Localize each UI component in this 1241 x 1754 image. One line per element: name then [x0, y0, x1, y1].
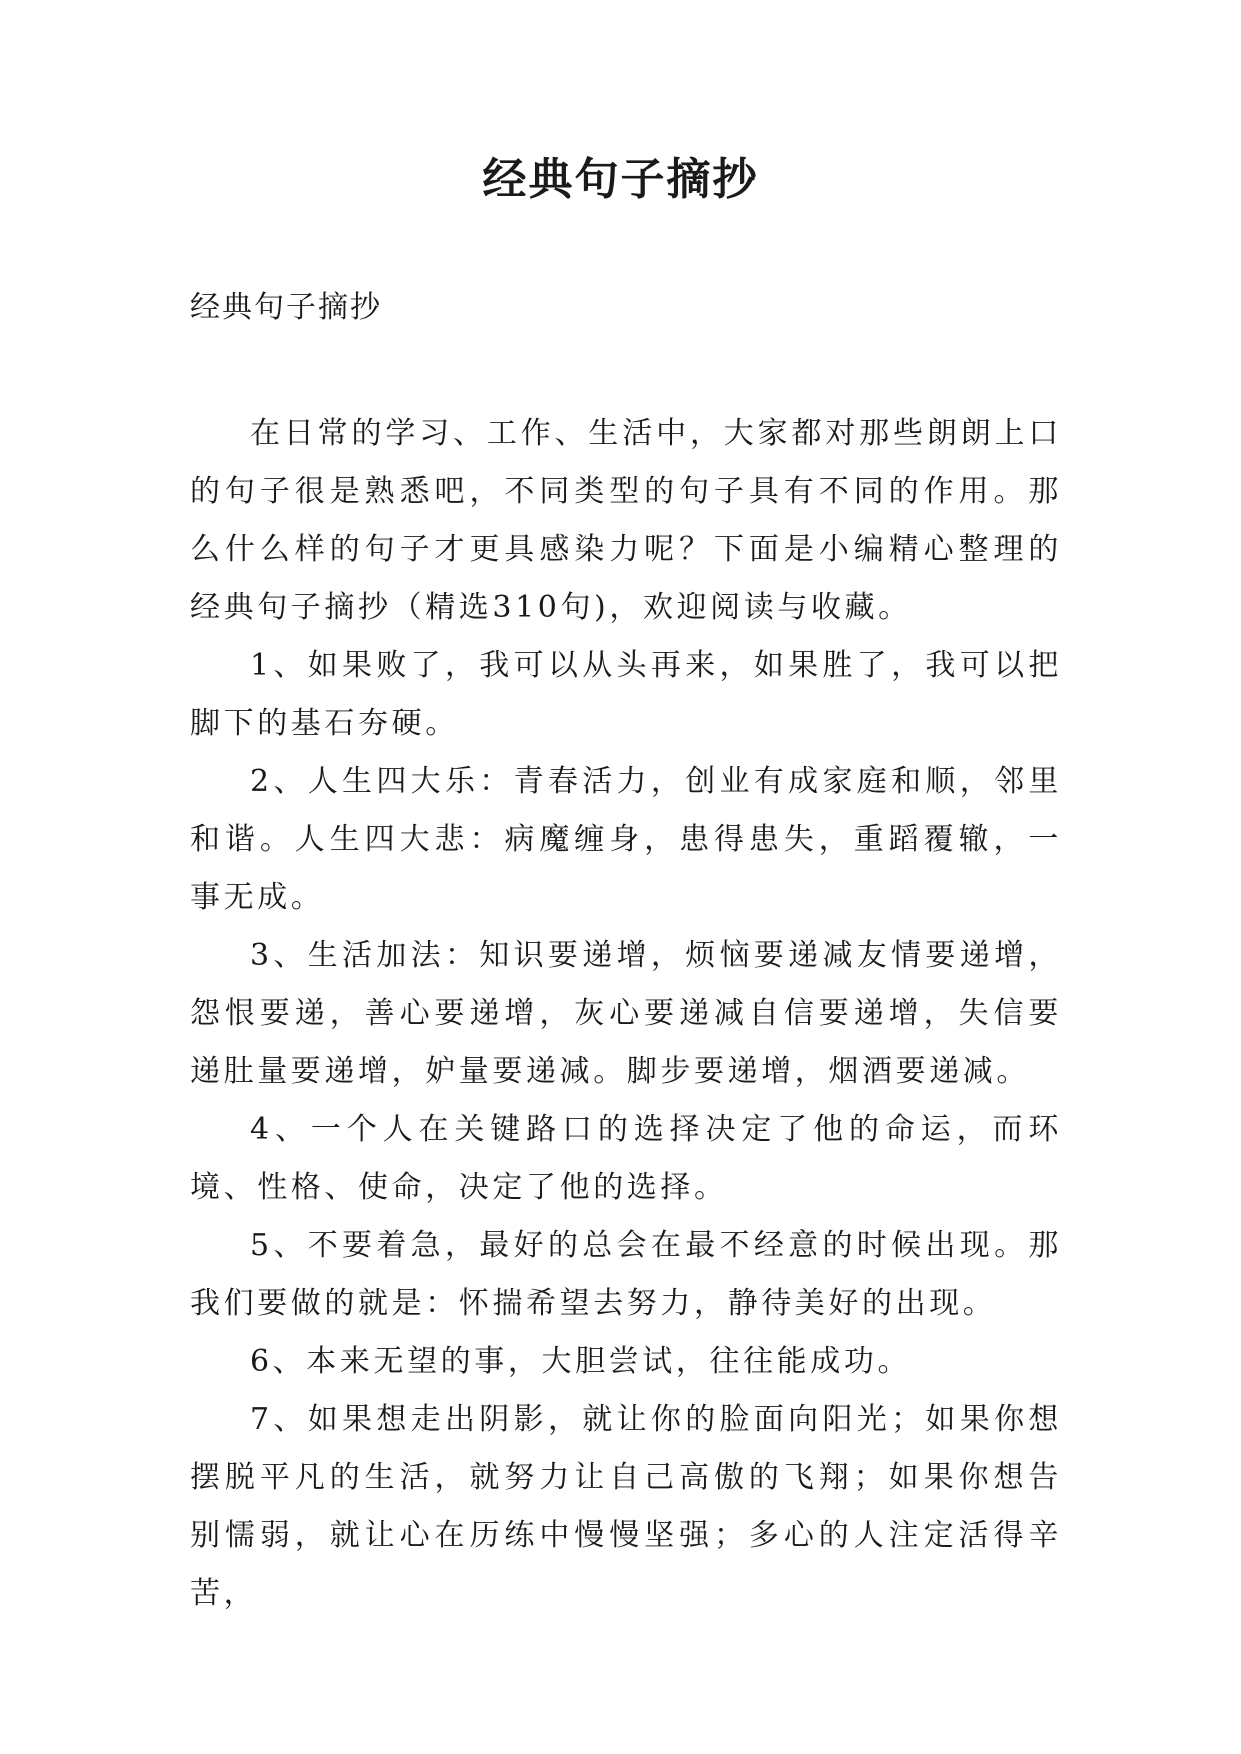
intro-paragraph: 在日常的学习、工作、生活中，大家都对那些朗朗上口的句子很是熟悉吧，不同类型的句子具有不同的作用。那么什么样的句子才更具感染力呢？下面是小编精心整理的经典句子摘抄（精选310句)，欢迎阅读与收藏。: [190, 416, 1062, 625]
document-subtitle: 经典句子摘抄: [190, 290, 382, 325]
quote-paragraph: 6、本来无望的事，大胆尝试，往往能成功。: [250, 1344, 912, 1379]
document-title: 经典句子摘抄: [482, 154, 759, 205]
quote-paragraph: 7、如果想走出阴影，就让你的脸面向阳光；如果你想摆脱平凡的生活，就努力让自己高傲的飞翔；如果你想告别懦弱，就让心在历练中慢慢坚强；多心的人注定活得辛苦，: [190, 1402, 1062, 1611]
document-body: [190, 405, 1062, 1623]
quote-paragraph: 5、不要着急，最好的总会在最不经意的时候出现。那我们要做的就是：怀揣希望去努力，静待美好的出现。: [190, 1228, 1062, 1321]
quote-paragraph: 2、人生四大乐：青春活力，创业有成家庭和顺，邻里和谐。人生四大悲：病魔缠身，患得患失，重蹈覆辙，一事无成。: [190, 764, 1062, 915]
quote-paragraph: 4、一个人在关键路口的选择决定了他的命运，而环境、性格、使命，决定了他的选择。: [190, 1112, 1062, 1205]
quote-paragraph: 3、生活加法：知识要递增，烦恼要递减友情要递增，怨恨要递，善心要递增，灰心要递减自信要递增，失信要递肚量要递增，妒量要递减。脚步要递增，烟酒要递减。: [190, 938, 1062, 1089]
quote-paragraph: 1、如果败了，我可以从头再来，如果胜了，我可以把脚下的基石夯硬。: [190, 648, 1062, 741]
